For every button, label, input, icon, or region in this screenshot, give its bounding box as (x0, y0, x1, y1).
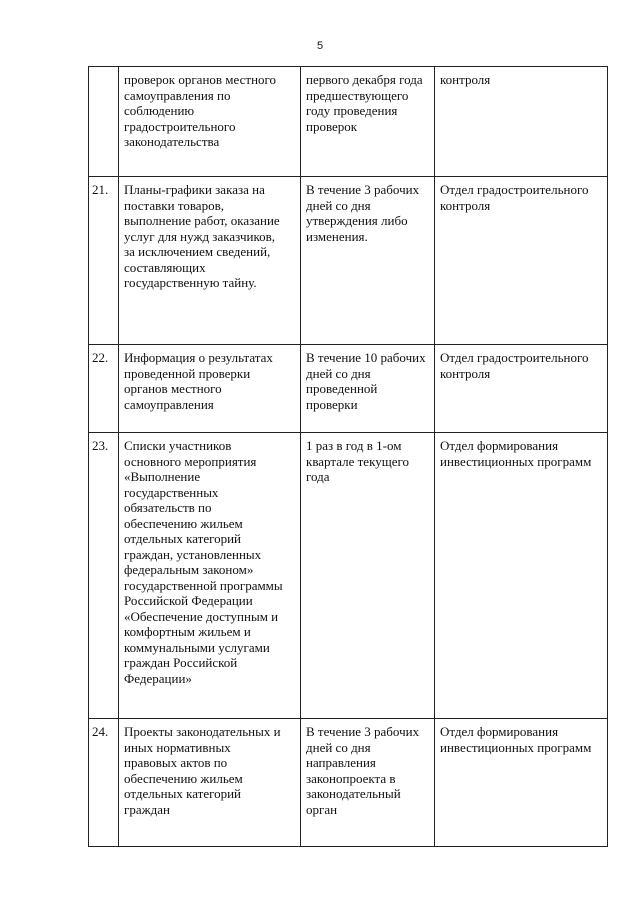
table-row (89, 177, 608, 345)
deadline-term: В течение 3 рабочих дней со дня направления законопроекта в законодательный орган (306, 724, 420, 817)
document-table (88, 66, 608, 847)
table-row (89, 67, 608, 177)
row-number: 24. (92, 724, 109, 739)
page-number: 5 (316, 40, 324, 52)
responsible-department: контроля (440, 72, 491, 87)
item-description: Планы-графики заказа на поставки товаров, выполнение работ, оказание услуг для нужд заказчиков, за исключением сведений, составляющих государственную тайну. (124, 182, 280, 290)
responsible-department: Отдел градостроительного контроля (440, 350, 589, 381)
responsible-department: Отдел формирования инвестиционных программ (440, 724, 592, 755)
row-number: 23. (92, 438, 109, 453)
table-row (89, 433, 608, 719)
item-description: Списки участников основного мероприятия «Выполнение государственных обязательств по обеспечению жильем отдельных категорий граждан, установленных федеральным законом» государственной программы Российской Федерации «Обеспечение доступным и комфортным жильем и коммунальными услугами граждан Российской Федерации» (124, 438, 283, 686)
row-number: 21. (92, 182, 109, 197)
item-description: Информация о результатах проведенной проверки органов местного самоуправления (124, 350, 273, 412)
deadline-term: первого декабря года предшествующего году проведения проверок (306, 72, 423, 134)
deadline-term: 1 раз в год в 1-ом квартале текущего года (306, 438, 409, 484)
deadline-term: В течение 10 рабочих дней со дня проведенной проверки (306, 350, 426, 412)
deadline-term: В течение 3 рабочих дней со дня утверждения либо изменения. (306, 182, 420, 244)
table-row (89, 345, 608, 433)
responsible-department: Отдел формирования инвестиционных программ (440, 438, 592, 469)
item-description: проверок органов местного самоуправления по соблюдению градостроительного законодательства (124, 72, 277, 149)
row-number: 22. (92, 350, 109, 365)
table-row (89, 719, 608, 847)
responsible-department: Отдел градостроительного контроля (440, 182, 589, 213)
item-description: Проекты законодательных и иных нормативных правовых актов по обеспечению жильем отдельных категорий граждан (124, 724, 281, 817)
